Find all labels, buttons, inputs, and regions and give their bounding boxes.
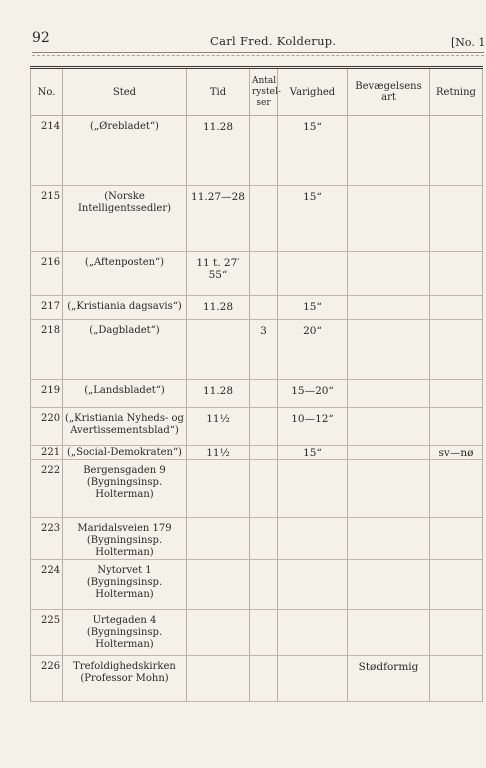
cell-art: [348, 408, 430, 446]
table-row: [31, 518, 483, 560]
cell-art: [348, 460, 430, 518]
cell-retning: [430, 116, 483, 186]
table-row: [31, 252, 483, 296]
cell-varighed: 10—12“: [278, 408, 348, 446]
cell-sted: („Ørebladet“): [63, 116, 187, 186]
cell-no: 222: [31, 460, 63, 518]
cell-retning: [430, 320, 483, 380]
table-row: [31, 446, 483, 460]
cell-art: [348, 320, 430, 380]
cell-no: 216: [31, 252, 63, 296]
cell-tid: [187, 560, 250, 610]
table-row: [31, 296, 483, 320]
cell-art: [348, 446, 430, 460]
cell-antal: [250, 380, 278, 408]
section-reference: [No. 1: [451, 36, 486, 49]
cell-antal: 3: [250, 320, 278, 380]
cell-retning: [430, 296, 483, 320]
cell-varighed: [278, 560, 348, 610]
cell-varighed: 15“: [278, 186, 348, 252]
cell-no: 220: [31, 408, 63, 446]
header-rule: [32, 52, 484, 53]
column-header-retning: Retning: [430, 68, 483, 116]
column-header-varighed: Varighed: [278, 68, 348, 116]
cell-no: 226: [31, 656, 63, 702]
cell-retning: sv—nø: [430, 446, 483, 460]
cell-sted: („Kristiania dagsavis“): [63, 296, 187, 320]
cell-retning: [430, 460, 483, 518]
cell-varighed: 15“: [278, 446, 348, 460]
cell-antal: [250, 560, 278, 610]
cell-antal: [250, 656, 278, 702]
cell-tid: [187, 320, 250, 380]
cell-retning: [430, 656, 483, 702]
cell-tid: 11½: [187, 446, 250, 460]
cell-tid: [187, 518, 250, 560]
cell-sted: („Landsbladet“): [63, 380, 187, 408]
cell-tid: 11.27—28: [187, 186, 250, 252]
cell-sted: („Dagbladet“): [63, 320, 187, 380]
cell-varighed: [278, 610, 348, 656]
cell-art: [348, 610, 430, 656]
cell-no: 223: [31, 518, 63, 560]
cell-no: 218: [31, 320, 63, 380]
cell-antal: [250, 408, 278, 446]
cell-tid: 11½: [187, 408, 250, 446]
cell-art: [348, 116, 430, 186]
cell-tid: [187, 460, 250, 518]
cell-varighed: [278, 460, 348, 518]
cell-antal: [250, 518, 278, 560]
cell-varighed: 15—20“: [278, 380, 348, 408]
cell-sted: („Kristiania Nyheds- og Avertissementsblad“): [63, 408, 187, 446]
cell-sted: („Aftenposten“): [63, 252, 187, 296]
cell-art: [348, 186, 430, 252]
table-row: [31, 408, 483, 446]
cell-antal: [250, 296, 278, 320]
table-row: [31, 610, 483, 656]
cell-no: 224: [31, 560, 63, 610]
cell-antal: [250, 460, 278, 518]
table-row: [31, 320, 483, 380]
cell-antal: [250, 610, 278, 656]
column-header-no: No.: [31, 68, 63, 116]
cell-no: 221: [31, 446, 63, 460]
column-header-antal-rystelser: Antal rystelser: [250, 68, 278, 116]
column-header-tid: Tid: [187, 68, 250, 116]
cell-art: [348, 518, 430, 560]
cell-tid: 11.28: [187, 116, 250, 186]
cell-tid: 11.28: [187, 296, 250, 320]
column-header-sted: Sted: [63, 68, 187, 116]
header-dashed-rule: [32, 55, 484, 56]
cell-art: [348, 296, 430, 320]
table-header-row: [31, 68, 483, 116]
cell-retning: [430, 252, 483, 296]
running-title: Carl Fred. Kolderup.: [210, 34, 337, 48]
cell-sted: („Social-Demokraten“): [63, 446, 187, 460]
cell-sted: Nytorvet 1 (Bygningsinsp. Holterman): [63, 560, 187, 610]
cell-varighed: 20“: [278, 320, 348, 380]
table-row: [31, 380, 483, 408]
cell-varighed: [278, 656, 348, 702]
cell-varighed: [278, 518, 348, 560]
table-row: [31, 560, 483, 610]
cell-retning: [430, 610, 483, 656]
cell-art: [348, 252, 430, 296]
table-row: [31, 656, 483, 702]
cell-no: 225: [31, 610, 63, 656]
cell-retning: [430, 380, 483, 408]
cell-tid: [187, 656, 250, 702]
column-header-bevaegelsens-art: Bevægelsens art: [348, 68, 430, 116]
cell-art: [348, 560, 430, 610]
cell-no: 215: [31, 186, 63, 252]
cell-no: 214: [31, 116, 63, 186]
cell-antal: [250, 116, 278, 186]
cell-retning: [430, 186, 483, 252]
cell-varighed: [278, 252, 348, 296]
cell-varighed: 15“: [278, 296, 348, 320]
cell-retning: [430, 560, 483, 610]
table-row: [31, 116, 483, 186]
earthquake-observation-table: [30, 66, 483, 702]
cell-art: [348, 380, 430, 408]
cell-sted: Trefoldighedskirken (Professor Mohn): [63, 656, 187, 702]
cell-antal: [250, 252, 278, 296]
cell-varighed: 15“: [278, 116, 348, 186]
cell-tid: 11.28: [187, 380, 250, 408]
table-row: [31, 186, 483, 252]
table-row: [31, 460, 483, 518]
cell-sted: Maridalsveien 179 (Bygningsinsp. Holterman): [63, 518, 187, 560]
cell-sted: Urtegaden 4 (Bygningsinsp. Holterman): [63, 610, 187, 656]
cell-sted: Bergensgaden 9 (Bygningsinsp. Holterman): [63, 460, 187, 518]
page-header: [32, 30, 484, 50]
cell-no: 219: [31, 380, 63, 408]
cell-antal: [250, 446, 278, 460]
page-number: 92: [32, 30, 50, 46]
cell-retning: [430, 518, 483, 560]
cell-retning: [430, 408, 483, 446]
cell-no: 217: [31, 296, 63, 320]
cell-antal: [250, 186, 278, 252]
cell-tid: 11 t. 27′ 55“: [187, 252, 250, 296]
cell-tid: [187, 610, 250, 656]
cell-sted: (Norske Intelligentssedler): [63, 186, 187, 252]
cell-art: Stødformig: [348, 656, 430, 702]
